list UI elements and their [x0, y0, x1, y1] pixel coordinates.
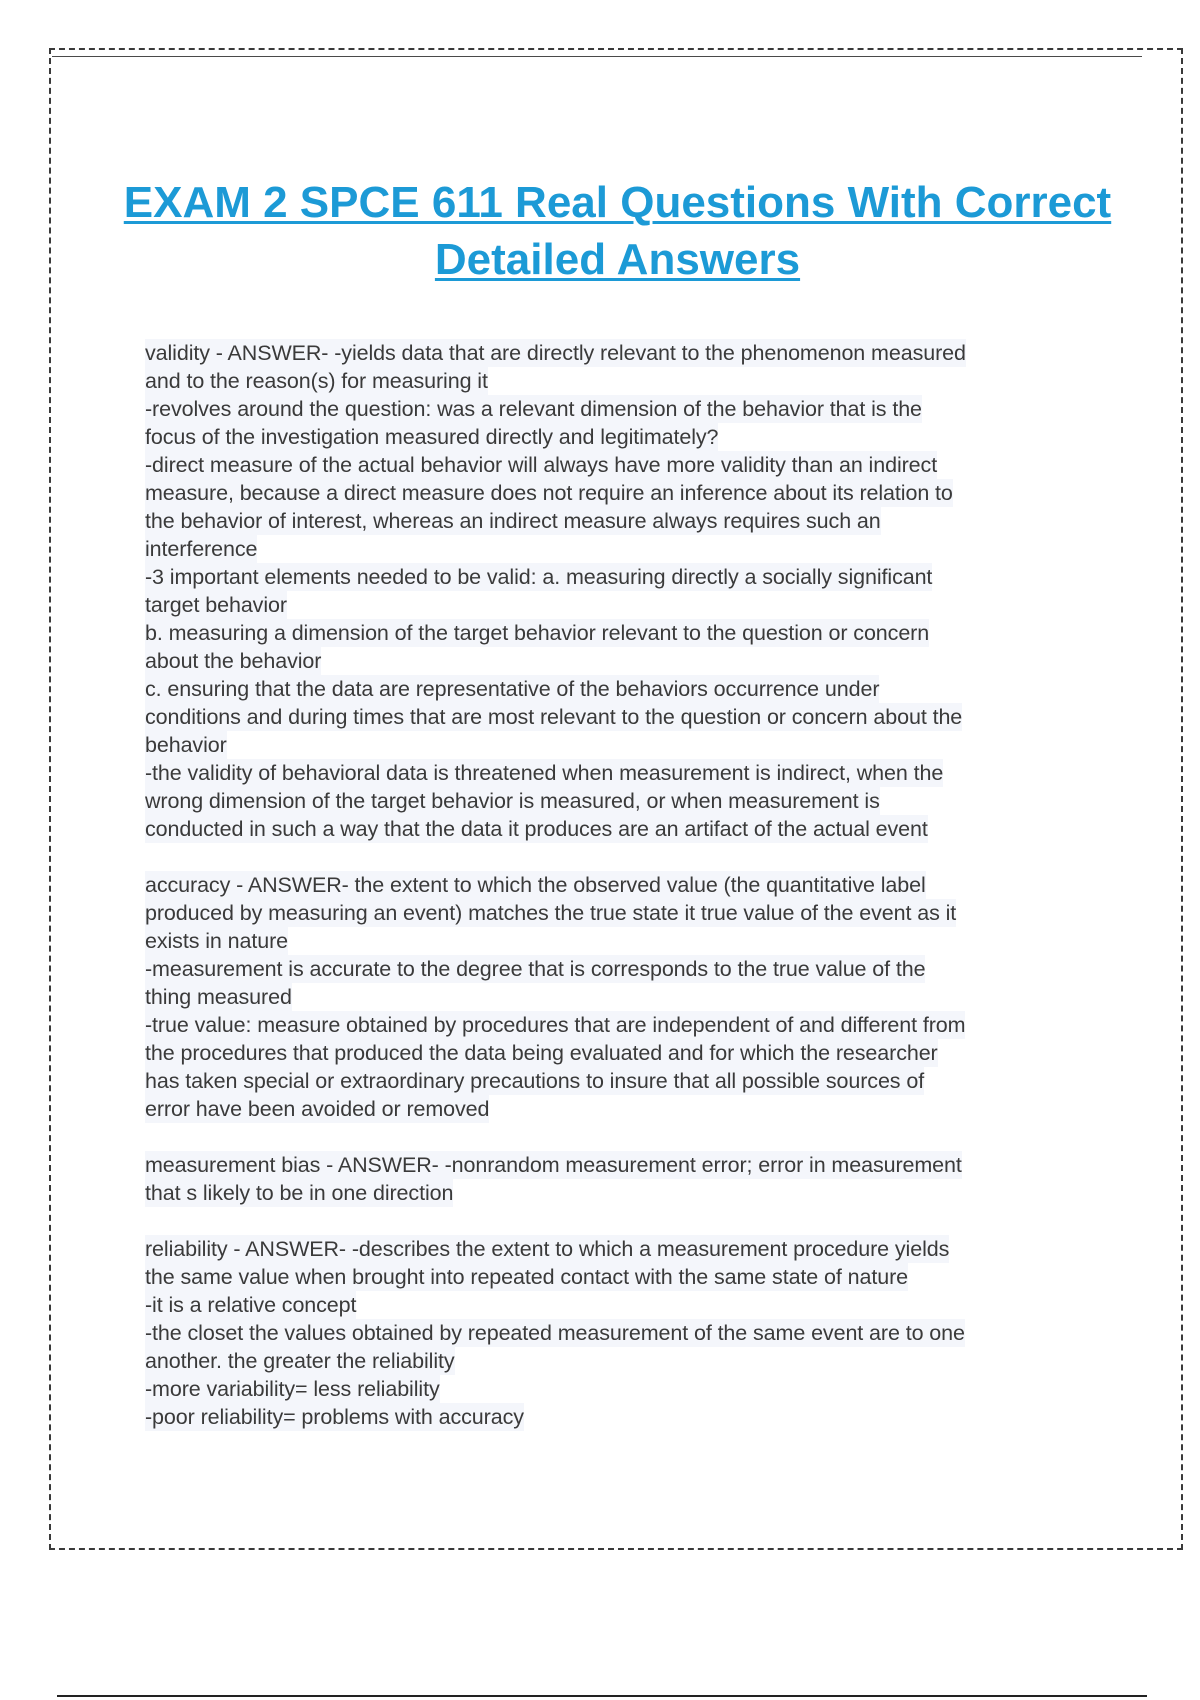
text-line: the procedures that produced the data being evaluated and for which the researcher	[145, 1041, 938, 1065]
qa-content	[145, 339, 1085, 1459]
text-line: -direct measure of the actual behavior will always have more validity than an indirect	[145, 453, 938, 477]
document-title: EXAM 2 SPCE 611 Real Questions With Correct Detailed Answers	[123, 178, 1112, 284]
text-line: wrong dimension of the target behavior is measured, or when measurement is	[145, 789, 880, 813]
text-line: another. the greater the reliability	[145, 1349, 455, 1373]
top-rule	[52, 56, 1142, 57]
text-line: measurement bias - ANSWER- -nonrandom measurement error; error in measurement	[145, 1153, 962, 1177]
text-line: target behavior	[145, 593, 287, 617]
text-line: focus of the investigation measured directly and legitimately?	[145, 425, 719, 449]
text-line: the behavior of interest, whereas an indirect measure always requires such an	[145, 509, 881, 533]
text-line: the same value when brought into repeated contact with the same state of nature	[145, 1265, 908, 1289]
text-line: conducted in such a way that the data it produces are an artifact of the actual event	[145, 817, 928, 841]
text-line: -it is a relative concept	[145, 1293, 357, 1317]
text-line: exists in nature	[145, 929, 289, 953]
text-line: interference	[145, 537, 258, 561]
qa-entry-validity	[145, 339, 1085, 843]
text-line: b. measuring a dimension of the target behavior relevant to the question or concern	[145, 621, 930, 645]
qa-entry-reliability	[145, 1235, 1085, 1431]
text-line: thing measured	[145, 985, 292, 1009]
text-line: error have been avoided or removed	[145, 1097, 490, 1121]
text-line: -true value: measure obtained by procedures that are independent of and different from	[145, 1013, 966, 1037]
qa-entry-measurement-bias	[145, 1151, 1085, 1207]
text-line: validity - ANSWER- -yields data that are directly relevant to the phenomenon measured	[145, 341, 966, 365]
footer-rule	[57, 1695, 1147, 1697]
text-line: has taken special or extraordinary precautions to insure that all possible sources of	[145, 1069, 925, 1093]
text-line: -measurement is accurate to the degree that is corresponds to the true value of the	[145, 957, 926, 981]
text-line: -3 important elements needed to be valid: a. measuring directly a socially significant	[145, 565, 933, 589]
text-line: -more variability= less reliability	[145, 1377, 440, 1401]
text-line: -the validity of behavioral data is threatened when measurement is indirect, when the	[145, 761, 944, 785]
text-line: -poor reliability= problems with accuracy	[145, 1405, 524, 1429]
qa-entry-accuracy	[145, 871, 1085, 1123]
text-line: reliability - ANSWER- -describes the extent to which a measurement procedure yields	[145, 1237, 950, 1261]
text-line: measure, because a direct measure does not require an inference about its relation to	[145, 481, 953, 505]
text-line: and to the reason(s) for measuring it	[145, 369, 488, 393]
text-line: about the behavior	[145, 649, 322, 673]
text-line: produced by measuring an event) matches the true state it true value of the event as it	[145, 901, 957, 925]
text-line: conditions and during times that are most relevant to the question or concern about the	[145, 705, 963, 729]
text-line: behavior	[145, 733, 227, 757]
text-line: that s likely to be in one direction	[145, 1181, 454, 1205]
text-line: accuracy - ANSWER- the extent to which the observed value (the quantitative label	[145, 873, 926, 897]
text-line: c. ensuring that the data are representative of the behaviors occurrence under	[145, 677, 880, 701]
text-line: -revolves around the question: was a relevant dimension of the behavior that is the	[145, 397, 922, 421]
text-line: -the closet the values obtained by repeated measurement of the same event are to one	[145, 1321, 965, 1345]
